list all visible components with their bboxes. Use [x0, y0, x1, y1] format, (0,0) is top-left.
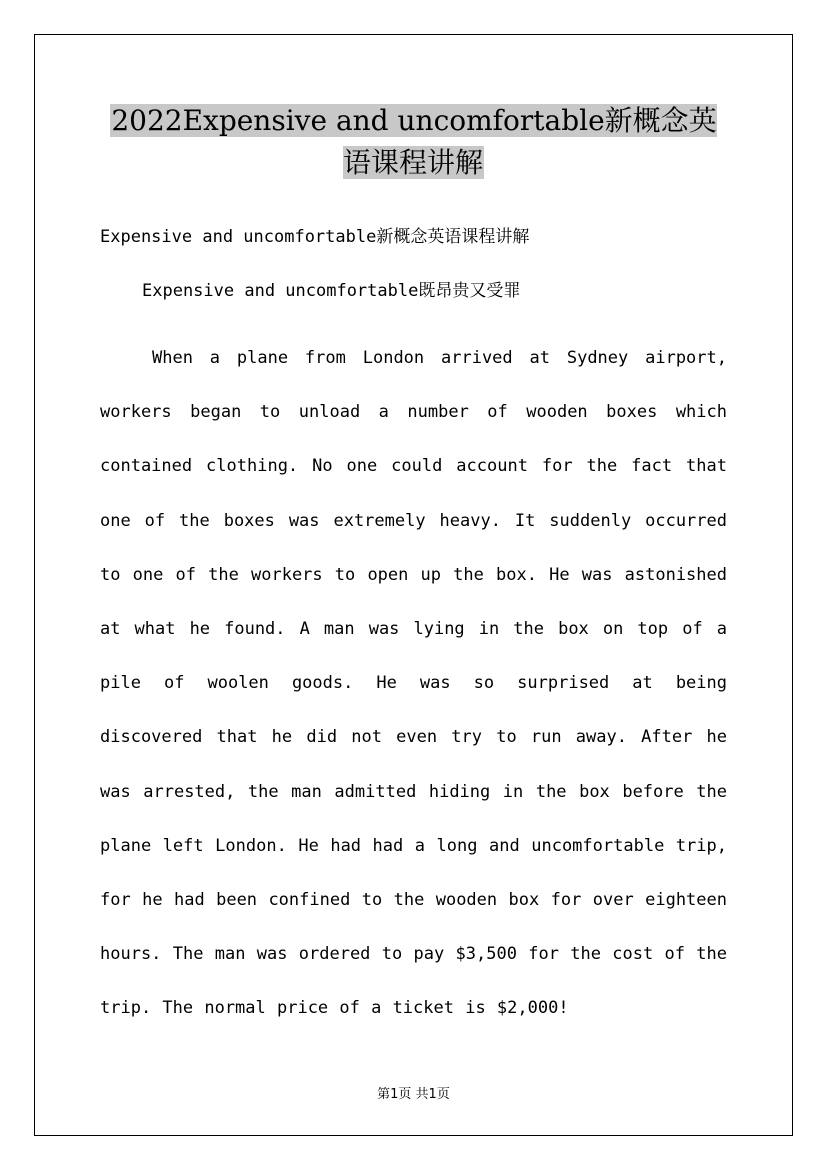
page-footer: 第1页 共1页 [377, 1087, 450, 1102]
lesson-body-paragraph: When a plane from London arrived at Sydney airport, workers began to unload a number of wooden boxes which contained clothing. No one could account for the fact that one of the boxes was extremely heavy. It suddenly occurred to one of the workers to open up the box. He was astonished at what he found. A man was lying in the box on top of a pile of woolen goods. He was so surprised at being discovered that he did not even try to run away. After he was arrested, the man admitted hiding in the box before the plane left London. He had had a long and uncomfortable trip, for he had been confined to the wooden box for over eighteen hours. The man was ordered to pay $3,500 for the cost of the trip. The normal price of a ticket is $2,000! [100, 348, 727, 1019]
lesson-heading: Expensive and uncomfortable既昂贵又受罪 [142, 281, 521, 301]
document-title [100, 100, 727, 184]
document-subtitle: Expensive and uncomfortable新概念英语课程讲解 [100, 227, 530, 247]
document-title-text: 2022Expensive and uncomfortable新概念英语课程讲解 [111, 104, 717, 179]
